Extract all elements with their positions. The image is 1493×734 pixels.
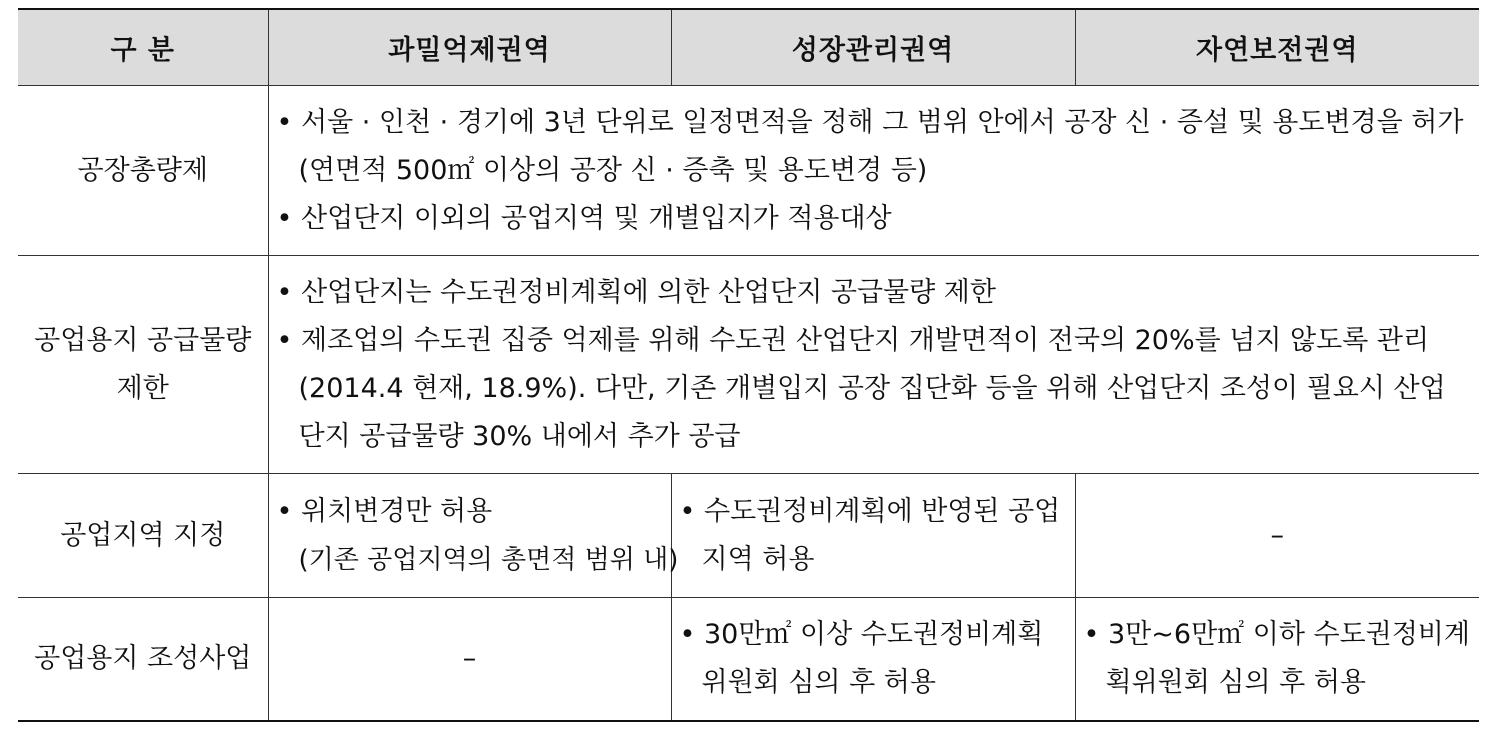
bullet-item: • 서울 · 인천 · 경기에 3년 단위로 일정면적을 정해 그 범위 안에서 공장 신 · 증설 및 용도변경을 허가(연면적 500㎡ 이상의 공장 신 · 증축 및 용도변경 등)	[276, 106, 1464, 186]
factory-cap-content	[268, 86, 1479, 256]
header-overconcentration-zone: 과밀억제권역	[268, 9, 671, 86]
header-nature-conservation-zone: 자연보전권역	[1075, 9, 1479, 86]
designation-growth-cell	[671, 474, 1075, 598]
row-label-industrial-zone-designation: 공업지역 지정	[18, 474, 268, 598]
bullet-item: • 산업단지는 수도권정비계획에 의한 산업단지 공급물량 제한	[276, 276, 996, 308]
row-label-line: 제한	[116, 372, 169, 404]
bullet-item: • 위치변경만 허용	[276, 495, 493, 527]
designation-conservation-cell: –	[1075, 474, 1479, 598]
header-row	[18, 9, 1479, 86]
bullet-item: • 30만㎡ 이상 수도권정비계획위원회 심의 후 허용	[679, 618, 1044, 698]
regulation-table	[18, 8, 1479, 722]
bullet-item: • 제조업의 수도권 집중 억제를 위해 수도권 산업단지 개발면적이 전국의 20%를 넘지 않도록 관리(2014.4 현재, 18.9%). 다만, 기존 개별입지 공장 집단화 등을 위해 산업단지 조성이 필요시 산업단지 공급물량 30% 내에서 추가 공급	[276, 324, 1446, 452]
industrial-land-supply-content	[268, 256, 1479, 474]
table-row	[18, 256, 1479, 474]
header-category: 구 분	[18, 9, 268, 86]
table-row	[18, 474, 1479, 598]
development-overconcentration-cell: –	[268, 598, 671, 721]
bullet-item: • 산업단지 이외의 공업지역 및 개별입지가 적용대상	[276, 202, 892, 234]
row-label-industrial-land-development: 공업용지 조성사업	[18, 598, 268, 721]
row-label-industrial-land-supply-limit	[18, 256, 268, 474]
bullet-item-continuation: (기존 공업지역의 총면적 범위 내)	[298, 544, 679, 575]
development-growth-cell	[671, 598, 1075, 721]
table-row	[18, 598, 1479, 721]
bullet-item: • 3만~6만㎡ 이하 수도권정비계획위원회 심의 후 허용	[1083, 618, 1470, 698]
development-conservation-cell	[1075, 598, 1479, 721]
table-row	[18, 86, 1479, 256]
row-label-line: 공업용지 공급물량	[34, 324, 252, 356]
header-growth-management-zone: 성장관리권역	[671, 9, 1075, 86]
bullet-item: • 수도권정비계획에 반영된 공업지역 허용	[679, 495, 1061, 575]
designation-overconcentration-cell	[268, 474, 679, 598]
row-label-factory-cap: 공장총량제	[18, 86, 268, 256]
